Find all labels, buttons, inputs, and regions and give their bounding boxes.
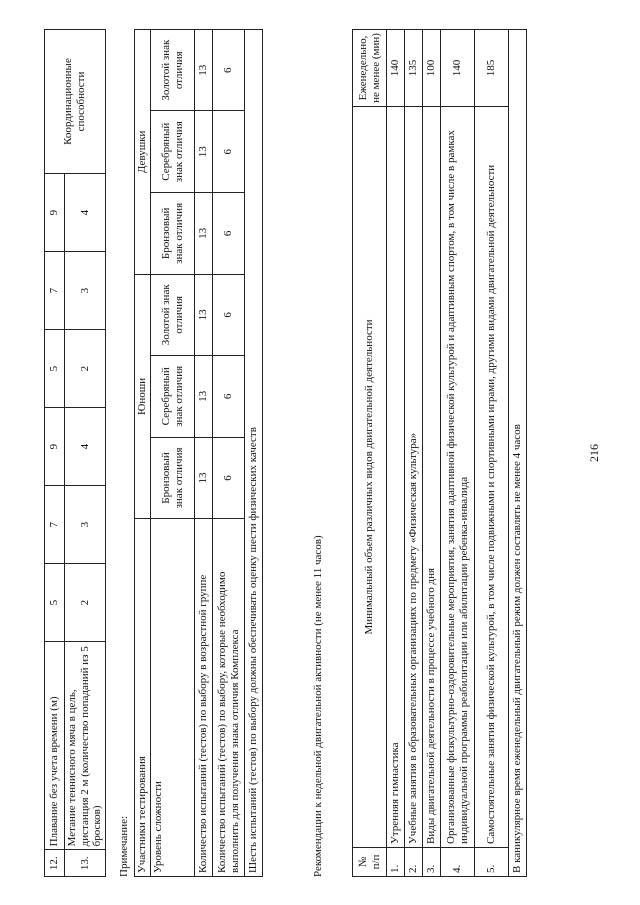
table-row <box>423 30 441 877</box>
quality-cell: Координационные способности <box>45 30 106 174</box>
table-row <box>213 30 245 877</box>
activity-name: Организованные физкультурно-оздоровительные мероприятия, занятия адаптивной физической культурой и адаптивным спортом, в том числе в рамках индивидуальной программы реабилитации или абилитации ребенка-инвалида <box>441 107 475 848</box>
time-cell: 185 <box>475 30 509 107</box>
value-cell: 7 <box>45 252 65 330</box>
table-row <box>405 30 423 877</box>
table-row <box>151 30 195 877</box>
page-number: 216 <box>587 444 601 462</box>
recommendations-title: Рекомендации к недельной двигательной активности (не менее 11 часов) <box>312 535 324 877</box>
time-cell: 135 <box>405 30 423 107</box>
row-number: 1. <box>387 848 405 877</box>
level-cell: Бронзовый знак отличия <box>151 437 195 519</box>
row-number: 12. <box>45 850 65 877</box>
value-cell: 6 <box>213 437 245 519</box>
value-cell: 5 <box>45 564 65 642</box>
value-cell: 9 <box>45 174 65 252</box>
time-header: Еженедельно, не менее (мин) <box>353 30 387 107</box>
value-cell: 4 <box>65 408 106 486</box>
table-row <box>353 30 387 877</box>
table-row <box>245 30 263 877</box>
value-cell: 13 <box>195 30 213 111</box>
level-header: Уровень сложности <box>151 519 195 877</box>
value-cell: 6 <box>213 30 245 111</box>
level-cell: Золотой знак отличия <box>151 30 195 111</box>
activity-name: Учебные занятия в образовательных организациях по предмету «Физическая культура» <box>405 107 423 848</box>
level-cell: Серебряный знак отличия <box>151 111 195 193</box>
activity-table <box>352 29 527 877</box>
value-cell: 2 <box>65 330 106 408</box>
test-name: Метание теннисного мяча в цель, дистанция 2 м (количество попаданий из 5 бросков) <box>65 642 106 850</box>
level-cell: Бронзовый знак отличия <box>151 193 195 275</box>
row-label: Количество испытаний (тестов) по выбору в возрастной группе <box>195 519 213 877</box>
table-row <box>509 30 527 877</box>
value-cell: 6 <box>213 111 245 193</box>
row-number: 13. <box>65 850 106 877</box>
test-name: Плавание без учета времени (м) <box>45 642 65 850</box>
row-number: 5. <box>475 848 509 877</box>
name-header: Минимальный объем различных видов двигательной деятельности <box>353 107 387 848</box>
activity-name: Самостоятельные занятия физической культурой, в том числе подвижными и спортивными играми, другими видами двигательной деятельности <box>475 107 509 848</box>
value-cell: 2 <box>65 564 106 642</box>
footer-note: В каникулярное время еженедельный двигательный режим должен составлять не менее 4 часов <box>509 30 527 877</box>
levels-table <box>134 29 263 877</box>
row-label: Шесть испытаний (тестов) по выбору должны обеспечивать оценку шести физических качеств <box>245 30 263 877</box>
value-cell: 9 <box>45 408 65 486</box>
value-cell: 6 <box>213 355 245 437</box>
value-cell: 7 <box>45 486 65 564</box>
row-number: 4. <box>441 848 475 877</box>
time-cell: 140 <box>441 30 475 107</box>
value-cell: 13 <box>195 193 213 275</box>
note-label: Примечание: <box>118 815 130 877</box>
participants-header: Участники тестирования <box>135 519 151 877</box>
value-cell: 13 <box>195 274 213 355</box>
table-row <box>45 30 65 877</box>
table-row <box>475 30 509 877</box>
activity-name: Утренняя гимнастика <box>387 107 405 848</box>
tests-table <box>44 29 106 877</box>
rotated-content <box>40 27 600 877</box>
table-row <box>441 30 475 877</box>
value-cell: 3 <box>65 252 106 330</box>
time-cell: 100 <box>423 30 441 107</box>
time-cell: 140 <box>387 30 405 107</box>
num-header: № п/п <box>353 848 387 877</box>
table-row <box>387 30 405 877</box>
value-cell: 13 <box>195 437 213 519</box>
value-cell: 6 <box>213 274 245 355</box>
boys-header: Юноши <box>135 274 151 519</box>
girls-header: Девушки <box>135 30 151 275</box>
activity-name: Виды двигательной деятельности в процессе учебного дня <box>423 107 441 848</box>
row-number: 2. <box>405 848 423 877</box>
value-cell: 13 <box>195 111 213 193</box>
table-row <box>195 30 213 877</box>
table-row <box>135 30 151 877</box>
row-label: Количество испытаний (тестов) по выбору, которые необходимо выполнить для получения знака отличия Комплекса <box>213 519 245 877</box>
value-cell: 3 <box>65 486 106 564</box>
value-cell: 5 <box>45 330 65 408</box>
level-cell: Золотой знак отличия <box>151 274 195 355</box>
value-cell: 13 <box>195 355 213 437</box>
value-cell: 6 <box>213 193 245 275</box>
value-cell: 4 <box>65 174 106 252</box>
level-cell: Серебряный знак отличия <box>151 355 195 437</box>
row-number: 3. <box>423 848 441 877</box>
